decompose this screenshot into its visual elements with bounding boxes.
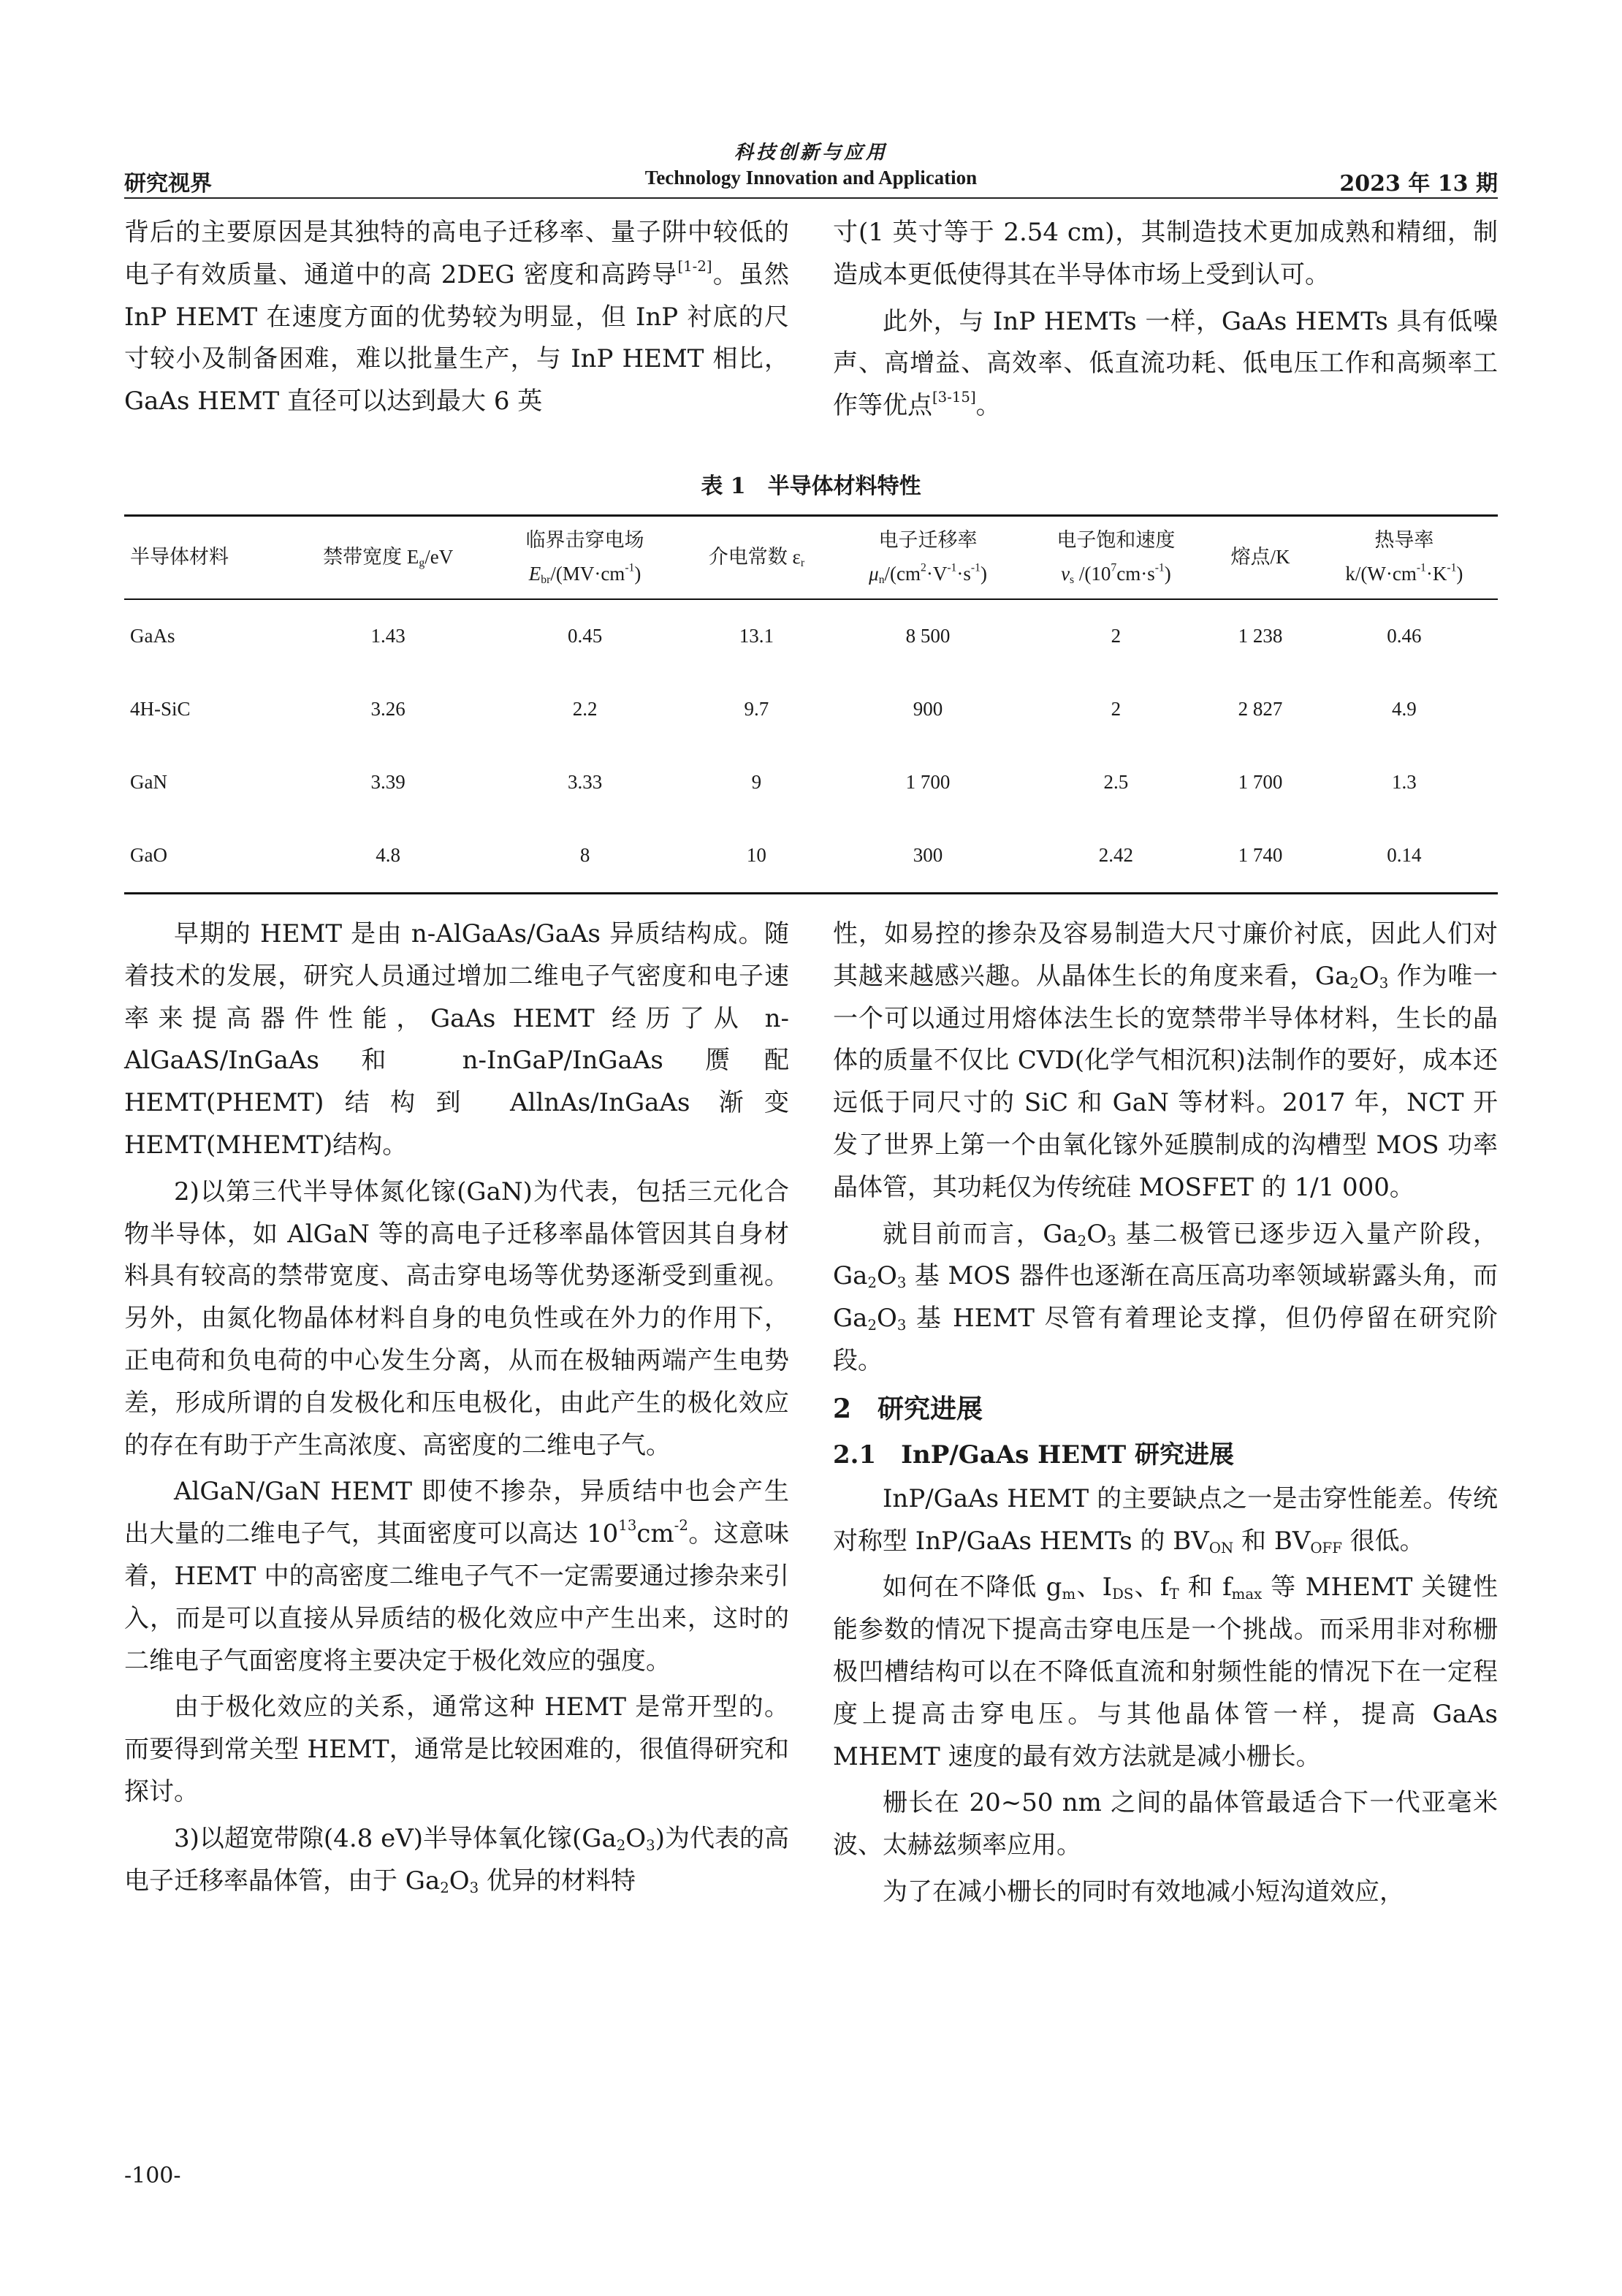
table-cell: 2 (1111, 625, 1122, 647)
paragraph: 如何在不降低 $g_m$、$I_{DS}$、$f_T$ 和 $f_{max}$ 等 MHEMT 关键性能参数的情况下提高击穿电压是一个挑战。而采用非对称栅极凹槽结构可以在不降低直流和射频性能的情况下在一定程度上提高击穿电压。与其他晶体管一样，提高 GaAs MHEMT 速度的最有效方法就是减小栅长。 (833, 1573, 1499, 1771)
col-mobility: 电子迁移率 $\mu_n/(cm^2\cdot V^{-1}\cdot s^{-1})$ (869, 529, 987, 586)
table-cell: 9.7 (744, 698, 769, 721)
col-bandgap: 禁带宽度 $E_g/eV$ (323, 545, 454, 569)
journal-title-cn: 科技创新与应用 (734, 142, 888, 164)
paragraph: 性，如易控的掺杂及容易制造大尺寸廉价衬底，因此人们对其越来越感兴趣。从晶体生长的角度来看，$Ga_2O_3$ 作为唯一一个可以通过用熔体法生长的宽禁带半导体材料，生长的晶体的质量不仅比 CVD(化学气相沉积)法制作的要好，成本还远低于同尺寸的 SiC 和 GaN 等材料。2017 年，NCT 开发了世界上第一个由氧化镓外延膜制成的沟槽型 MOS 功率晶体管，其功耗仅为传统硅 MOSFET 的 1/1 000。 (833, 919, 1498, 1202)
table-cell: GaO (130, 844, 167, 867)
table-cell: 0.14 (1387, 844, 1422, 867)
paragraph: 寸(1 英寸等于 2.54 cm)，其制造技术更加成熟和精细，制造成本更低使得其在半导体市场上受到认可。 (833, 218, 1498, 289)
paragraph: 背后的主要原因是其独特的高电子迁移率、量子阱中较低的电子有效质量、通道中的高 2DEG 密度和高跨导[1-2]。虽然 InP HEMT 在速度方面的优势较为明显，但 InP 衬底的尺寸较小及制备困难，难以批量生产，与 InP HEMT 相比，GaAs HEMT 直径可以达到最大 6 英 (124, 218, 789, 417)
header-rule (124, 197, 1498, 199)
table-caption: 表 1 半导体材料特性 (701, 474, 921, 499)
table-cell: 4.8 (376, 844, 401, 867)
table-cell: 2 (1111, 698, 1122, 721)
table-cell: 3.39 (370, 771, 406, 794)
paragraph: 2)以第三代半导体氮化镓(GaN)为代表，包括三元化合物半导体，如 AlGaN 等的高电子迁移率晶体管因其自身材料具有较高的禁带宽度、高击穿电场等优势逐渐受到重视。另外，由氮化物晶体材料自身的电负性或在外力的作用下，正电荷和负电荷的中心发生分离，从而在极轴两端产生电势差，形成所谓的自发极化和压电极化，由此产生的极化效应的存在有助于产生高浓度、高密度的二维电子气。 (124, 1176, 789, 1460)
table-cell: 13.1 (739, 625, 774, 647)
paragraph: AlGaN/GaN HEMT 即使不掺杂，异质结中也会产生出大量的二维电子气，其面密度可以高达 $10^{13}cm^{-2}$。这意味着，HEMT 中的高密度二维电子气不一定需要通过掺杂来引入，而是可以直接从异质结的极化效应中产生出来，这时的二维电子气面密度将主要决定于极化效应的强度。 (124, 1477, 790, 1676)
table-cell: 900 (913, 698, 943, 721)
table-cell: 2 827 (1238, 698, 1283, 721)
issue-label: 2023 年 13 期 (1339, 171, 1498, 197)
table-cell: 1.43 (370, 625, 406, 647)
paragraph: 3)以超宽带隙(4.8 eV)半导体氧化镓$(Ga_2O_3)$为代表的高电子迁移率晶体管，由于 $Ga_2O_3$ 优异的材料特 (124, 1823, 789, 1896)
section-heading: 2 研究进展 (833, 1393, 983, 1424)
table-cell: 10 (746, 844, 766, 867)
section-label: 研究视界 (124, 171, 212, 197)
col-breakdown-field: 临界击穿电场 $E_{br}/(MV\cdot cm^{-1})$ (525, 529, 644, 586)
table-row (124, 819, 1498, 894)
table-cell: 1 238 (1238, 625, 1283, 647)
table-header-row (124, 516, 1498, 599)
table-row (124, 673, 1498, 746)
paragraph: 就目前而言，$Ga_2O_3$ 基二极管已逐步迈入量产阶段，$Ga_2O_3$ 基 MOS 器件也逐渐在高压高功率领域崭露头角，而 $Ga_2O_3$ 基 HEMT 尽管有着理论支撑，但仍停留在研究阶段。 (833, 1219, 1498, 1375)
table-cell: 4H-SiC (130, 698, 191, 721)
paragraph: 此外，与 InP HEMTs 一样，GaAs HEMTs 具有低噪声、高增益、高效率、低直流功耗、低电压工作和高频率工作等优点[3-15]。 (833, 306, 1498, 421)
paragraph: 为了在减小栅长的同时有效地减小短沟道效应， (883, 1877, 1404, 1907)
paragraph: 早期的 HEMT 是由 n-AlGaAs/GaAs 异质结构成。随着技术的发展，研究人员通过增加二维电子气密度和电子速率来提高器件性能，GaAs HEMT 经历了从 n-AlGaAS/InGaAs 和 n-InGaP/InGaAs 赝配 HEMT(PHEMT)结构到 AllnAs/InGaAs 渐变 HEMT(MHEMT)结构。 (124, 919, 789, 1160)
paragraph: 由于极化效应的关系，通常这种 HEMT 是常开型的。而要得到常关型 HEMT，通常是比较困难的，很值得研究和探讨。 (124, 1692, 789, 1806)
bottom-left-column (124, 913, 789, 1907)
table-cell: 1 740 (1238, 844, 1283, 867)
table-cell: 8 500 (905, 625, 951, 647)
table-cell: 3.26 (370, 698, 406, 721)
table-cell: 1 700 (1238, 771, 1283, 794)
table-cell: 9 (751, 771, 762, 794)
table-cell: 300 (913, 844, 943, 867)
table-cell: GaAs (130, 625, 175, 647)
top-right-column (833, 212, 1498, 432)
material-properties-table (124, 514, 1498, 894)
table-cell: 0.46 (1387, 625, 1422, 647)
table-cell: 3.33 (567, 771, 603, 794)
table-row (124, 599, 1498, 673)
table-cell: 2.2 (572, 698, 598, 721)
table-cell: 2.5 (1103, 771, 1129, 794)
col-melting-point: 熔点/K (1230, 545, 1290, 568)
col-thermal-conductivity: 热导率 $k/(W\cdot cm^{-1}\cdot K^{-1})$ (1345, 529, 1463, 585)
table-cell: 0.45 (567, 625, 603, 647)
running-header (124, 165, 1498, 197)
table-row (124, 746, 1498, 819)
table-cell: GaN (130, 771, 167, 794)
table-cell: 2.42 (1098, 844, 1134, 867)
table-cell: 1 700 (905, 771, 951, 794)
paragraph: InP/GaAs HEMT 的主要缺点之一是击穿性能差。传统对称型 InP/GaAs HEMTs 的 $BV_{ON}$ 和 $BV_{OFF}$ 很低。 (833, 1483, 1498, 1556)
table-cell: 8 (579, 844, 590, 867)
table-cell: 1.3 (1392, 771, 1417, 794)
col-material: 半导体材料 (130, 545, 229, 568)
bottom-right-column (833, 913, 1498, 1918)
paragraph: 栅长在 20~50 nm 之间的晶体管最适合下一代亚毫米波、太赫兹频率应用。 (833, 1788, 1498, 1860)
journal-title-en: Technology Innovation and Application (644, 167, 978, 189)
page-number: -100- (124, 2163, 181, 2189)
table-cell: 4.9 (1392, 698, 1417, 721)
subsection-heading: 2.1 InP/GaAs HEMT 研究进展 (833, 1440, 1234, 1470)
col-dielectric: 介电常数 $\varepsilon_r$ (708, 545, 805, 569)
top-left-column (124, 212, 789, 427)
col-saturation-velocity: 电子饱和速度 $v_s$ $/(10^7cm\cdot s^{-1})$ (1056, 529, 1176, 586)
